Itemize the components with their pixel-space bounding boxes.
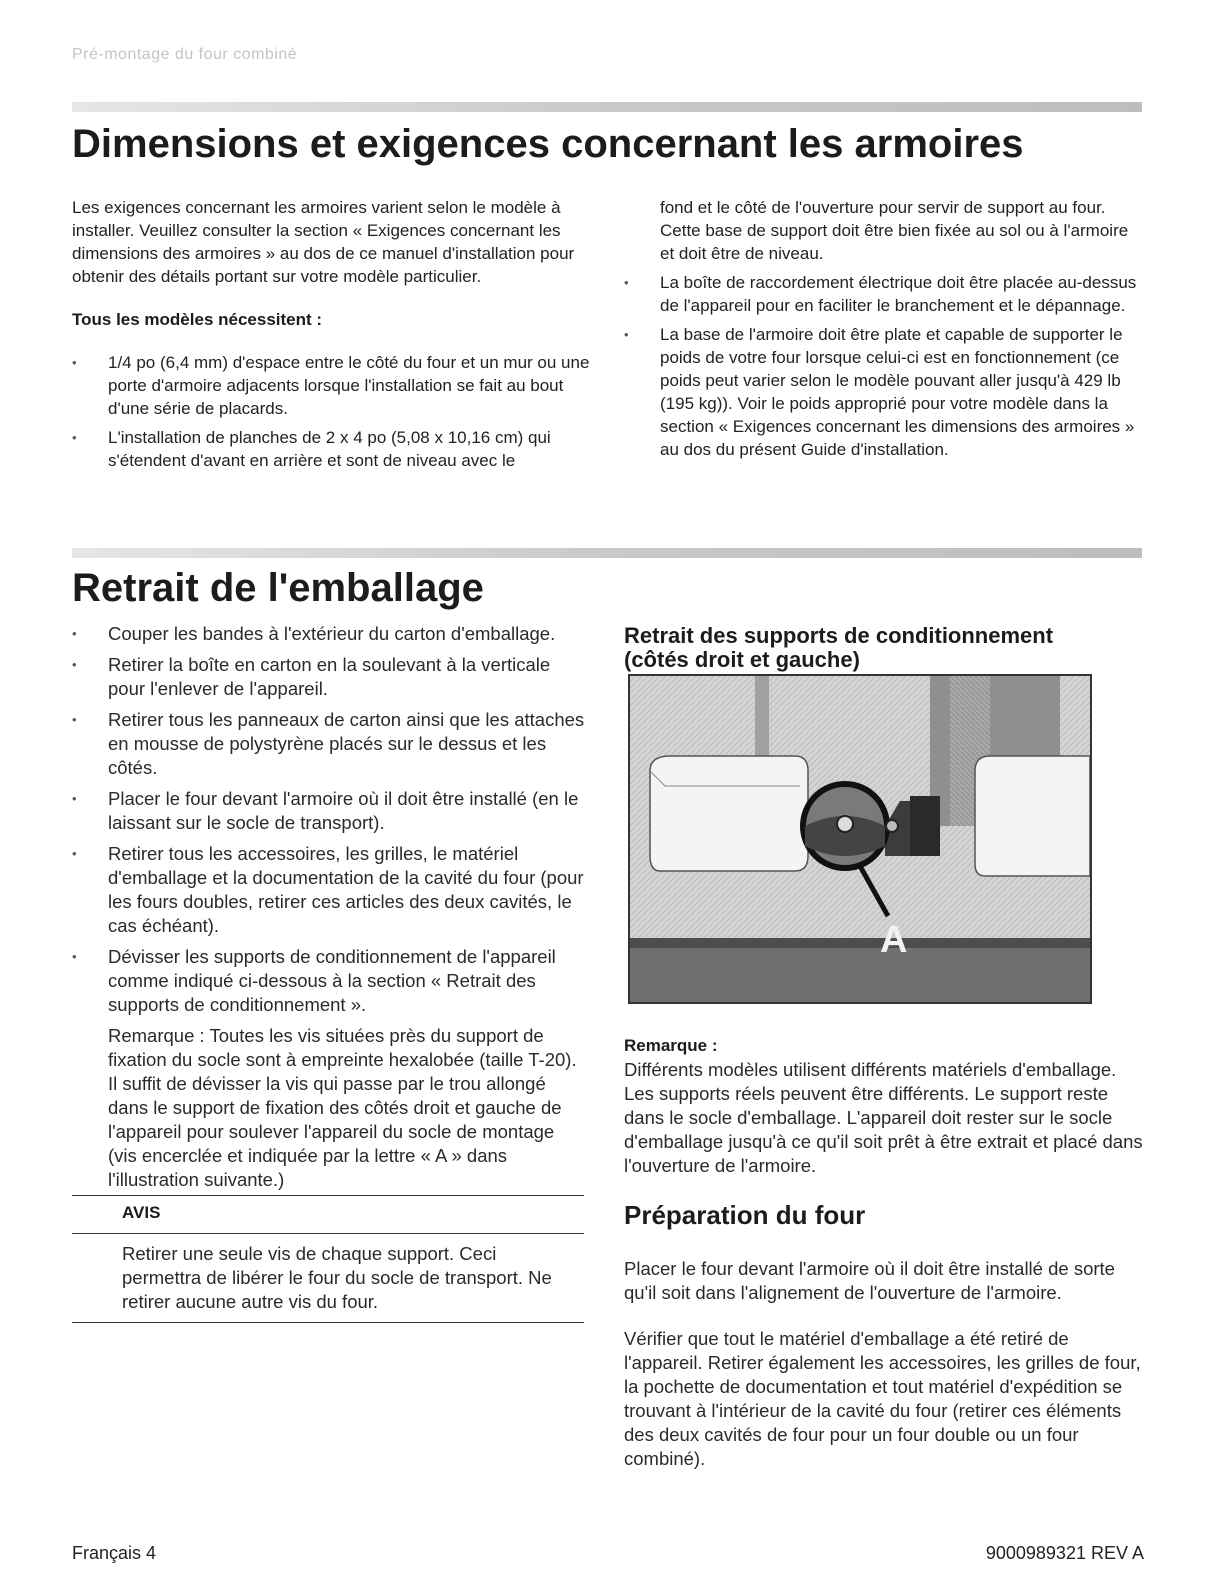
section-rule-top bbox=[72, 102, 1142, 112]
dimensions-left-column bbox=[72, 196, 592, 478]
dimensions-intro: Les exigences concernant les armoires varient selon le modèle à installer. Veuillez consulter la section « Exigences concernant les dimensions des armoires » au dos de ce manuel d'installation pour obtenir des détails portant sur votre modèle particulier. bbox=[72, 198, 575, 286]
bracket-drawing bbox=[630, 676, 1090, 1002]
note-text: Différents modèles utilisent différents matériels d'emballage. Les supports réels peuvent être différents. Le support reste dans le socle d'emballage. L'appareil doit rester sur le socle d'emballage jusqu'à ce qu'il soit prêt à être extrait et placé dans l'ouverture de l'armoire. bbox=[624, 1059, 1143, 1176]
avis-label: AVIS bbox=[122, 1203, 161, 1222]
supports-title-line2: (côtés droit et gauche) bbox=[624, 647, 860, 672]
unpacking-step: • Retirer tous les accessoires, les grilles, le matériel d'emballage et la documentation de la cavité du four (pour les fours doubles, retirer ces articles des deux cavités, le cas échéant). bbox=[72, 842, 586, 938]
oven-prep-para1: Placer le four devant l'armoire où il doit être installé de sorte qu'il soit dans l'alignement de l'ouverture de l'armoire. bbox=[624, 1258, 1115, 1303]
supports-removal-title bbox=[624, 624, 1144, 672]
section-rule-middle bbox=[72, 548, 1142, 558]
unpacking-step: • Retirer tous les panneaux de carton ainsi que les attaches en mousse de polystyrène placés sur le dessus et les côtés. bbox=[72, 708, 586, 780]
section-title-dimensions: Dimensions et exigences concernant les armoires bbox=[72, 122, 1024, 166]
requirement-item: • 1/4 po (6,4 mm) d'espace entre le côté du four et un mur ou une porte d'armoire adjacents lorsque l'installation se fait au bout d'une série de placards. bbox=[72, 351, 592, 420]
section-title-oven-prep: Préparation du four bbox=[624, 1200, 866, 1230]
requirements-list-right bbox=[624, 271, 1144, 461]
footer-page-number: Français 4 bbox=[72, 1543, 157, 1563]
requirement-item-continued: fond et le côté de l'ouverture pour servir de support au four. Cette base de support doit être bien fixée au sol ou à l'armoire et doit être de niveau. bbox=[660, 198, 1129, 263]
dimensions-right-column bbox=[624, 196, 1144, 467]
avis-rule-middle bbox=[72, 1233, 584, 1234]
all-models-subhead: Tous les modèles nécessitent : bbox=[72, 310, 323, 329]
avis-rule-top bbox=[72, 1195, 584, 1196]
requirement-item: • La base de l'armoire doit être plate et capable de supporter le poids de votre four lorsque celui-ci est en fonctionnement (ce poids peut varier selon le modèle pouvant aller jusqu'à 429 lb (195 kg)). Voir le poids approprié pour votre modèle dans la section « Exigences concernant les dimensions des armoires » au dos du présent Guide d'installation. bbox=[624, 323, 1144, 461]
oven-prep-text bbox=[624, 1257, 1148, 1471]
requirement-item: • L'installation de planches de 2 x 4 po (5,08 x 10,16 cm) qui s'étendent d'avant en arrière et sont de niveau avec le bbox=[72, 426, 592, 472]
packing-bracket-illustration bbox=[628, 674, 1092, 1004]
section-title-unpacking: Retrait de l'emballage bbox=[72, 566, 484, 610]
supports-title-line1: Retrait des supports de conditionnement bbox=[624, 623, 1054, 648]
note-label: Remarque : bbox=[624, 1036, 718, 1055]
avis-text: Retirer une seule vis de chaque support. Ceci permettra de libérer le four du socle de transport. Ne retirer aucune autre vis du four. bbox=[122, 1243, 552, 1312]
unpacking-step: • Couper les bandes à l'extérieur du carton d'emballage. bbox=[72, 622, 586, 646]
oven-prep-para2: Vérifier que tout le matériel d'emballage a été retiré de l'appareil. Retirer également les accessoires, les grilles de four, la pochette de documentation et tout matériel d'expédition se trouvant à l'intérieur de la cavité du four (retirer ces éléments des deux cavités de four pour un four double ou un four combiné). bbox=[624, 1328, 1141, 1469]
unpacking-step: • Placer le four devant l'armoire où il doit être installé (en le laissant sur le socle de transport). bbox=[72, 787, 586, 835]
unpacking-step: • Retirer la boîte en carton en la soulevant à la verticale pour l'enlever de l'appareil. bbox=[72, 653, 586, 701]
footer-document-id: 9000989321 REV A bbox=[985, 1543, 1144, 1563]
requirements-list-left bbox=[72, 351, 592, 472]
screw-remark: Remarque : Toutes les vis situées près du support de fixation du socle sont à empreinte hexalobée (taille T-20). Il suffit de dévisser la vis qui passe par le trou allongé dans le support de fixation des côtés droit et gauche de l'appareil pour soulever l'appareil du socle de montage (vis encerclée et indiquée par la lettre « A » dans l'illustration suivante.) bbox=[108, 1025, 577, 1190]
running-header: Pré-montage du four combiné bbox=[72, 46, 298, 63]
requirement-item: • La boîte de raccordement électrique doit être placée au-dessus de l'appareil pour en faciliter le branchement et le dépannage. bbox=[624, 271, 1144, 317]
unpacking-step: • Dévisser les supports de conditionnement de l'appareil comme indiqué ci-dessous à la section « Retrait des supports de conditionnement ». bbox=[72, 945, 586, 1017]
avis-rule-bottom bbox=[72, 1322, 584, 1323]
unpacking-steps bbox=[72, 622, 586, 1017]
callout-label-a: A bbox=[880, 919, 908, 961]
unpacking-column bbox=[72, 622, 586, 1192]
